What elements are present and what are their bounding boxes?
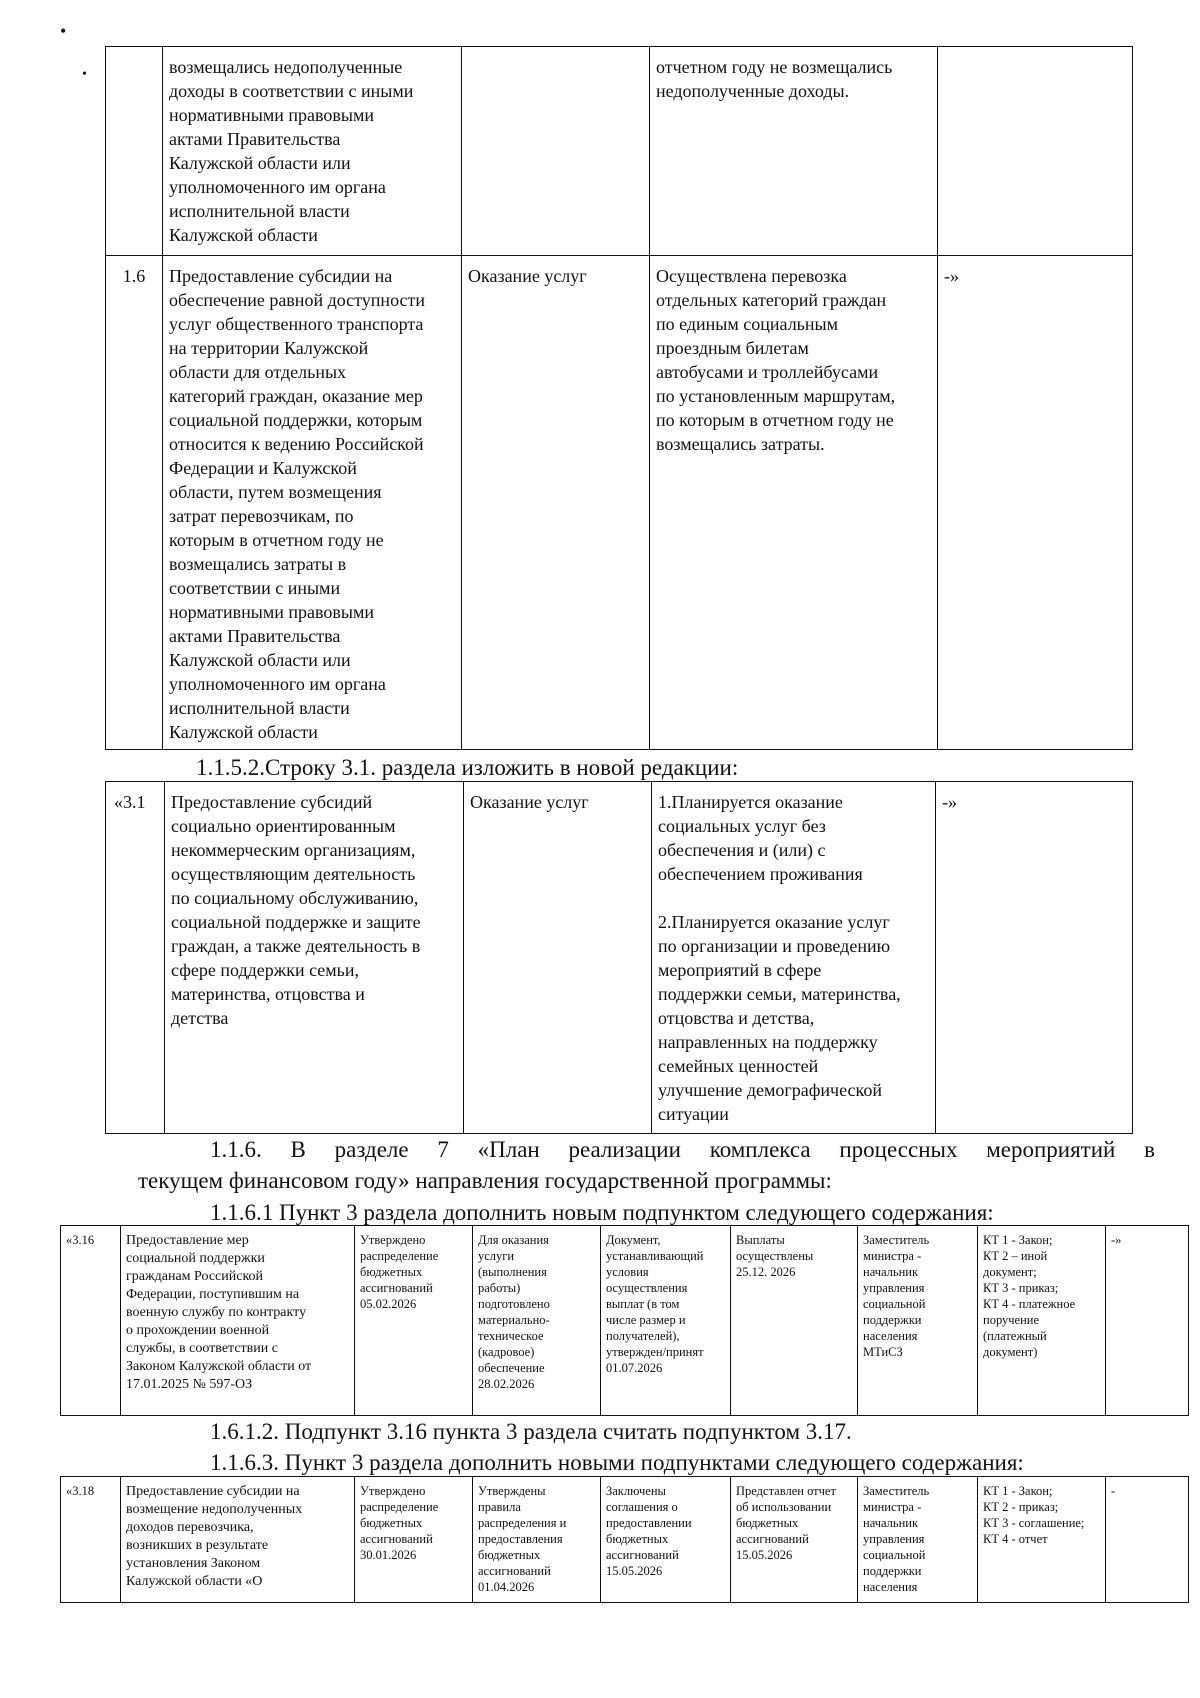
- table-row-3-18: [60, 1476, 1189, 1603]
- paragraph-word: «План: [477, 1137, 540, 1162]
- event-result: 1.Планируется оказание социальных услуг без обеспечения и (или) с обеспечением проживания 2.Планируется оказание услуг по организации и проведению мероприятий в сфере поддержки семьи, материнства, отцовства и детства, направленных на поддержку семейных ценностей улучшение демографической ситуации: [658, 792, 901, 1124]
- document-type: КТ 1 - Закон; КТ 2 - приказ; КТ 3 - соглашение; КТ 4 - отчет: [983, 1484, 1085, 1546]
- checkpoint-2: Утверждены правила распределения и предоставления бюджетных ассигнований 01.04.2026: [478, 1484, 567, 1594]
- event-name: Предоставление субсидий социально ориентированным некоммерческим организациям, осуществляющим деятельность по социальному обслуживанию, социальной поддержке и защите граждан, а также деятельность в сфере поддержки семьи, материнства, отцовства и детства: [171, 792, 421, 1028]
- paragraph-word: разделе: [334, 1137, 409, 1162]
- paragraph-word: мероприятий: [986, 1137, 1116, 1162]
- table-row: [106, 782, 1133, 1134]
- row-number: «3.16: [66, 1233, 95, 1247]
- table-row-3-1: [105, 781, 1133, 1134]
- event-name: возмещались недополученные доходы в соответствии с иными нормативными правовыми актами Правительства Калужской области или уполномоченного им органа исполнительной власти Калужской области: [169, 57, 414, 245]
- event-type: Оказание услуг: [470, 792, 589, 812]
- paragraph-word: реализации: [568, 1137, 681, 1162]
- paragraph-word: процессных: [839, 1137, 958, 1162]
- event-note: [938, 47, 1132, 55]
- paragraph-1-1-5-2: 1.1.5.2.Строку 3.1. раздела изложить в новой редакции:: [196, 755, 739, 780]
- paragraph-word: в: [1144, 1137, 1155, 1162]
- table-row: [106, 47, 1133, 256]
- responsible-person: Заместитель министра - начальник управления социальной поддержки населения МТиСЗ: [863, 1233, 930, 1359]
- checkpoint-1: Утверждено распределение бюджетных ассигнований 05.02.2026: [360, 1233, 439, 1311]
- scan-mark: •: [60, 21, 67, 41]
- responsible-person: Заместитель министра - начальник управления социальной поддержки населения: [863, 1484, 930, 1594]
- paragraph-1-1-6-3: 1.1.6.3. Пункт 3 раздела дополнить новыми подпунктами следующего содержания:: [210, 1450, 1024, 1475]
- event-name: Предоставление субсидии на возмещение недополученных доходов перевозчика, возникших в результате установления Законом Калужской области «О: [126, 1484, 303, 1589]
- row-number: «3.18: [66, 1484, 95, 1498]
- row-number: «3.1: [114, 792, 146, 812]
- checkpoint-2: Для оказания услуги (выполнения работы) подготовлено материально- техническое (кадровое) обеспечение 28.02.2026: [478, 1233, 550, 1391]
- table-row-3-16: [60, 1225, 1189, 1416]
- row-number: [106, 47, 162, 55]
- event-type: [462, 47, 649, 55]
- scan-mark: •: [82, 67, 87, 82]
- event-name: Предоставление мер социальной поддержки гражданам Российской Федерации, поступившим на военную службу по контракту о прохождении военной службы, в соответствии с Законом Калужской области от 17.01.2025 № 597-ОЗ: [126, 1233, 312, 1392]
- row-number: 1.6: [122, 266, 146, 286]
- checkpoint-3: Документ, устанавливающий условия осуществления выплат (в том числе размер и получателей), утвержден/принят 01.07.2026: [606, 1233, 704, 1375]
- event-note: -: [1111, 1484, 1116, 1498]
- table-row: [61, 1226, 1189, 1416]
- paragraph-word: комплекса: [709, 1137, 811, 1162]
- event-note: -»: [1111, 1233, 1122, 1247]
- paragraph-1-1-6-1: 1.1.6.1 Пункт 3 раздела дополнить новым подпунктом следующего содержания:: [210, 1200, 994, 1225]
- table-row: [106, 256, 1133, 750]
- paragraph-1-1-6-line2: текущем финансовом году» направления государственной программы:: [138, 1168, 832, 1193]
- table-row: [61, 1477, 1189, 1603]
- event-name: Предоставление субсидии на обеспечение равной доступности услуг общественного транспорта на территории Калужской области для отдельных категорий граждан, оказание мер социальной поддержки, которым относится к ведению Российской Федерации и Калужской области, путем возмещения затрат перевозчикам, по которым в отчетном году не возмещались затраты в соответствии с иными нормативными правовыми актами Правительства Калужской области или уполномоченного им органа исполнительной власти Калужской области: [169, 266, 425, 742]
- paragraph-word: 7: [437, 1137, 449, 1162]
- checkpoint-1: Утверждено распределение бюджетных ассигнований 30.01.2026: [360, 1484, 439, 1562]
- event-result: Осуществлена перевозка отдельных категорий граждан по единым социальным проездным билетам автобусами и троллейбусами по установленным маршрутам, по которым в отчетном году не возмещались затраты.: [656, 266, 896, 454]
- event-type: Оказание услуг: [468, 266, 587, 286]
- event-note: -»: [944, 266, 959, 286]
- checkpoint-4: Выплаты осуществлены 25.12. 2026: [736, 1233, 814, 1279]
- event-note: -»: [942, 792, 957, 812]
- document-type: КТ 1 - Закон; КТ 2 – иной документ; КТ 3 - приказ; КТ 4 - платежное поручение (платежный документ): [983, 1233, 1076, 1359]
- paragraph-1-6-1-2: 1.6.1.2. Подпункт 3.16 пункта 3 раздела считать подпунктом 3.17.: [210, 1419, 852, 1444]
- table-continuation: [105, 46, 1133, 750]
- checkpoint-4: Представлен отчет об использовании бюджетных ассигнований 15.05.2026: [736, 1484, 836, 1562]
- event-result: отчетном году не возмещались недополученные доходы.: [656, 57, 893, 101]
- paragraph-1-1-6: [210, 1136, 1155, 1163]
- paragraph-word: В: [290, 1137, 306, 1162]
- checkpoint-3: Заключены соглашения о предоставлении бюджетных ассигнований 15.05.2026: [606, 1484, 692, 1578]
- paragraph-word: 1.1.6.: [210, 1137, 262, 1162]
